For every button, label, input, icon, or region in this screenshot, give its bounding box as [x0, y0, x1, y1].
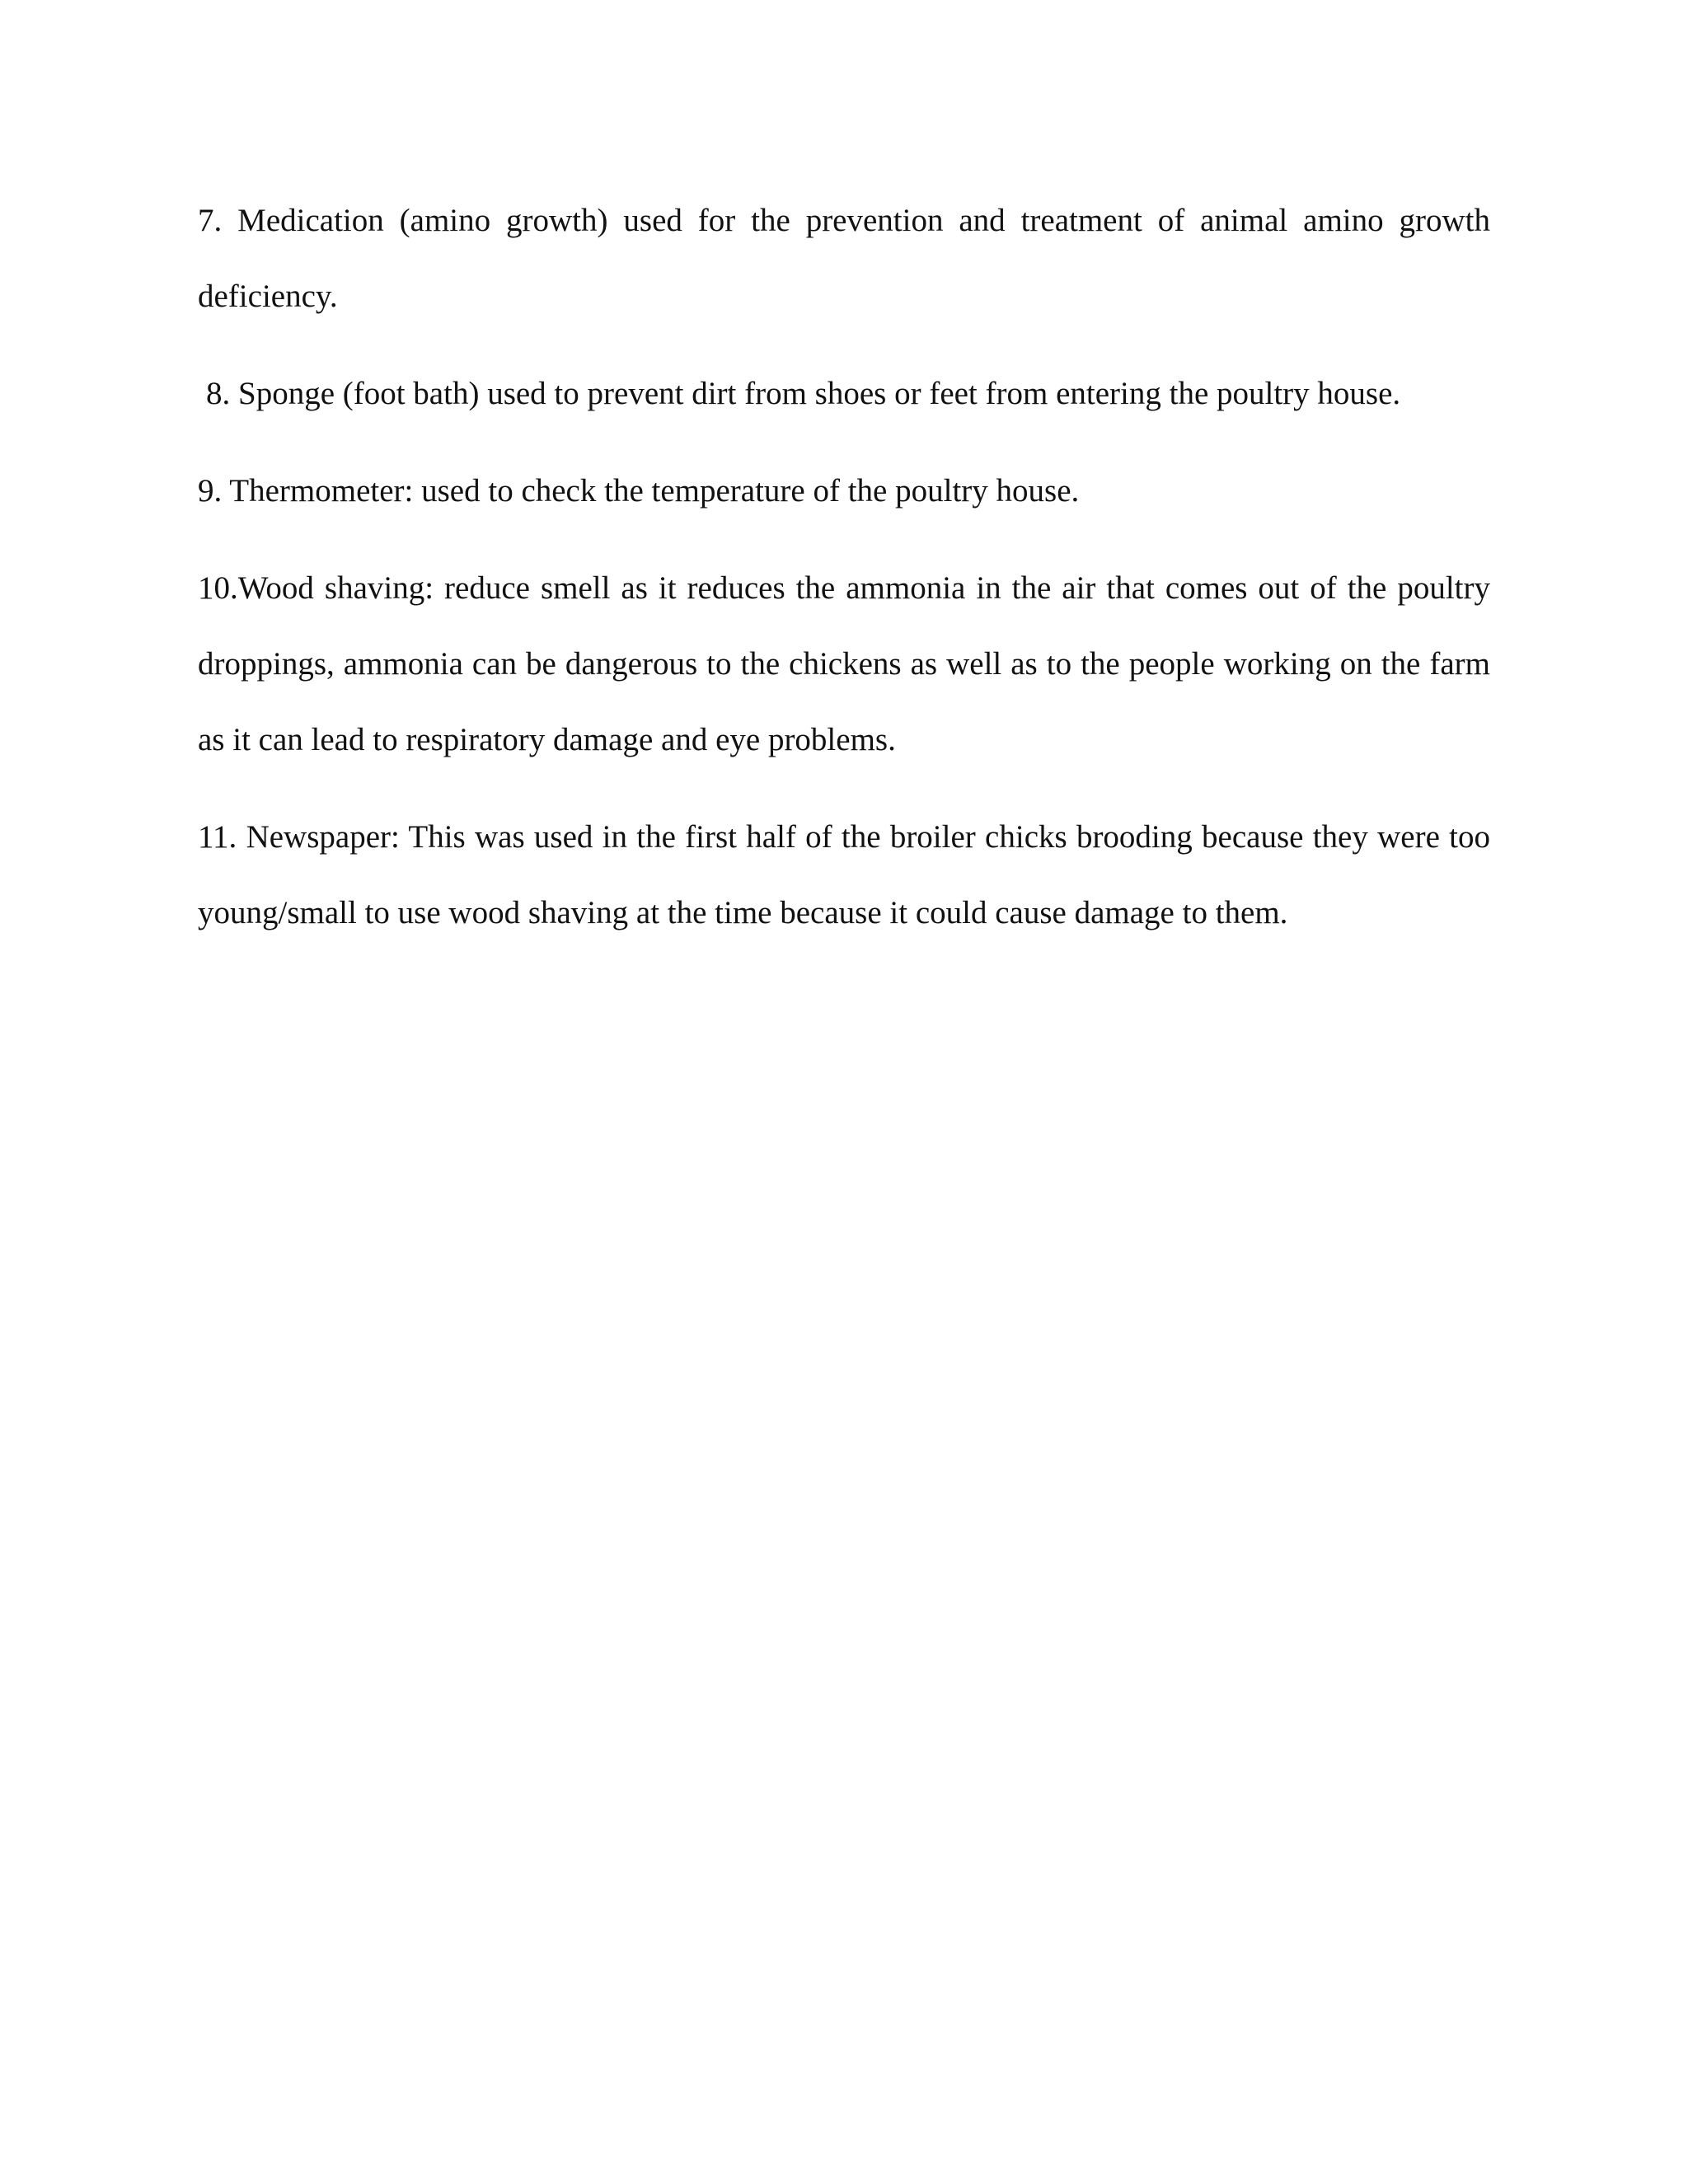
paragraph-item-11: 11. Newspaper: This was used in the first half of the broiler chicks brooding because they were too young/small to use wood shaving at the time because it could cause damage to them. — [198, 819, 1490, 930]
paragraph-item-10: 10.Wood shaving: reduce smell as it reduces the ammonia in the air that comes out of the poultry droppings, ammonia can be dangerous to the chickens as well as to the people working on the farm as it can lead to respiratory damage and eye problems. — [198, 570, 1490, 757]
paragraph-item-8: 8. Sponge (foot bath) used to prevent dirt from shoes or feet from entering the poultry house. — [206, 376, 1401, 411]
paragraph-item-7: 7. Medication (amino growth) used for the prevention and treatment of animal amino growth deficiency. — [198, 203, 1490, 314]
paragraph-item-9: 9. Thermometer: used to check the temperature of the poultry house. — [198, 473, 1080, 509]
document-body — [198, 183, 1490, 972]
